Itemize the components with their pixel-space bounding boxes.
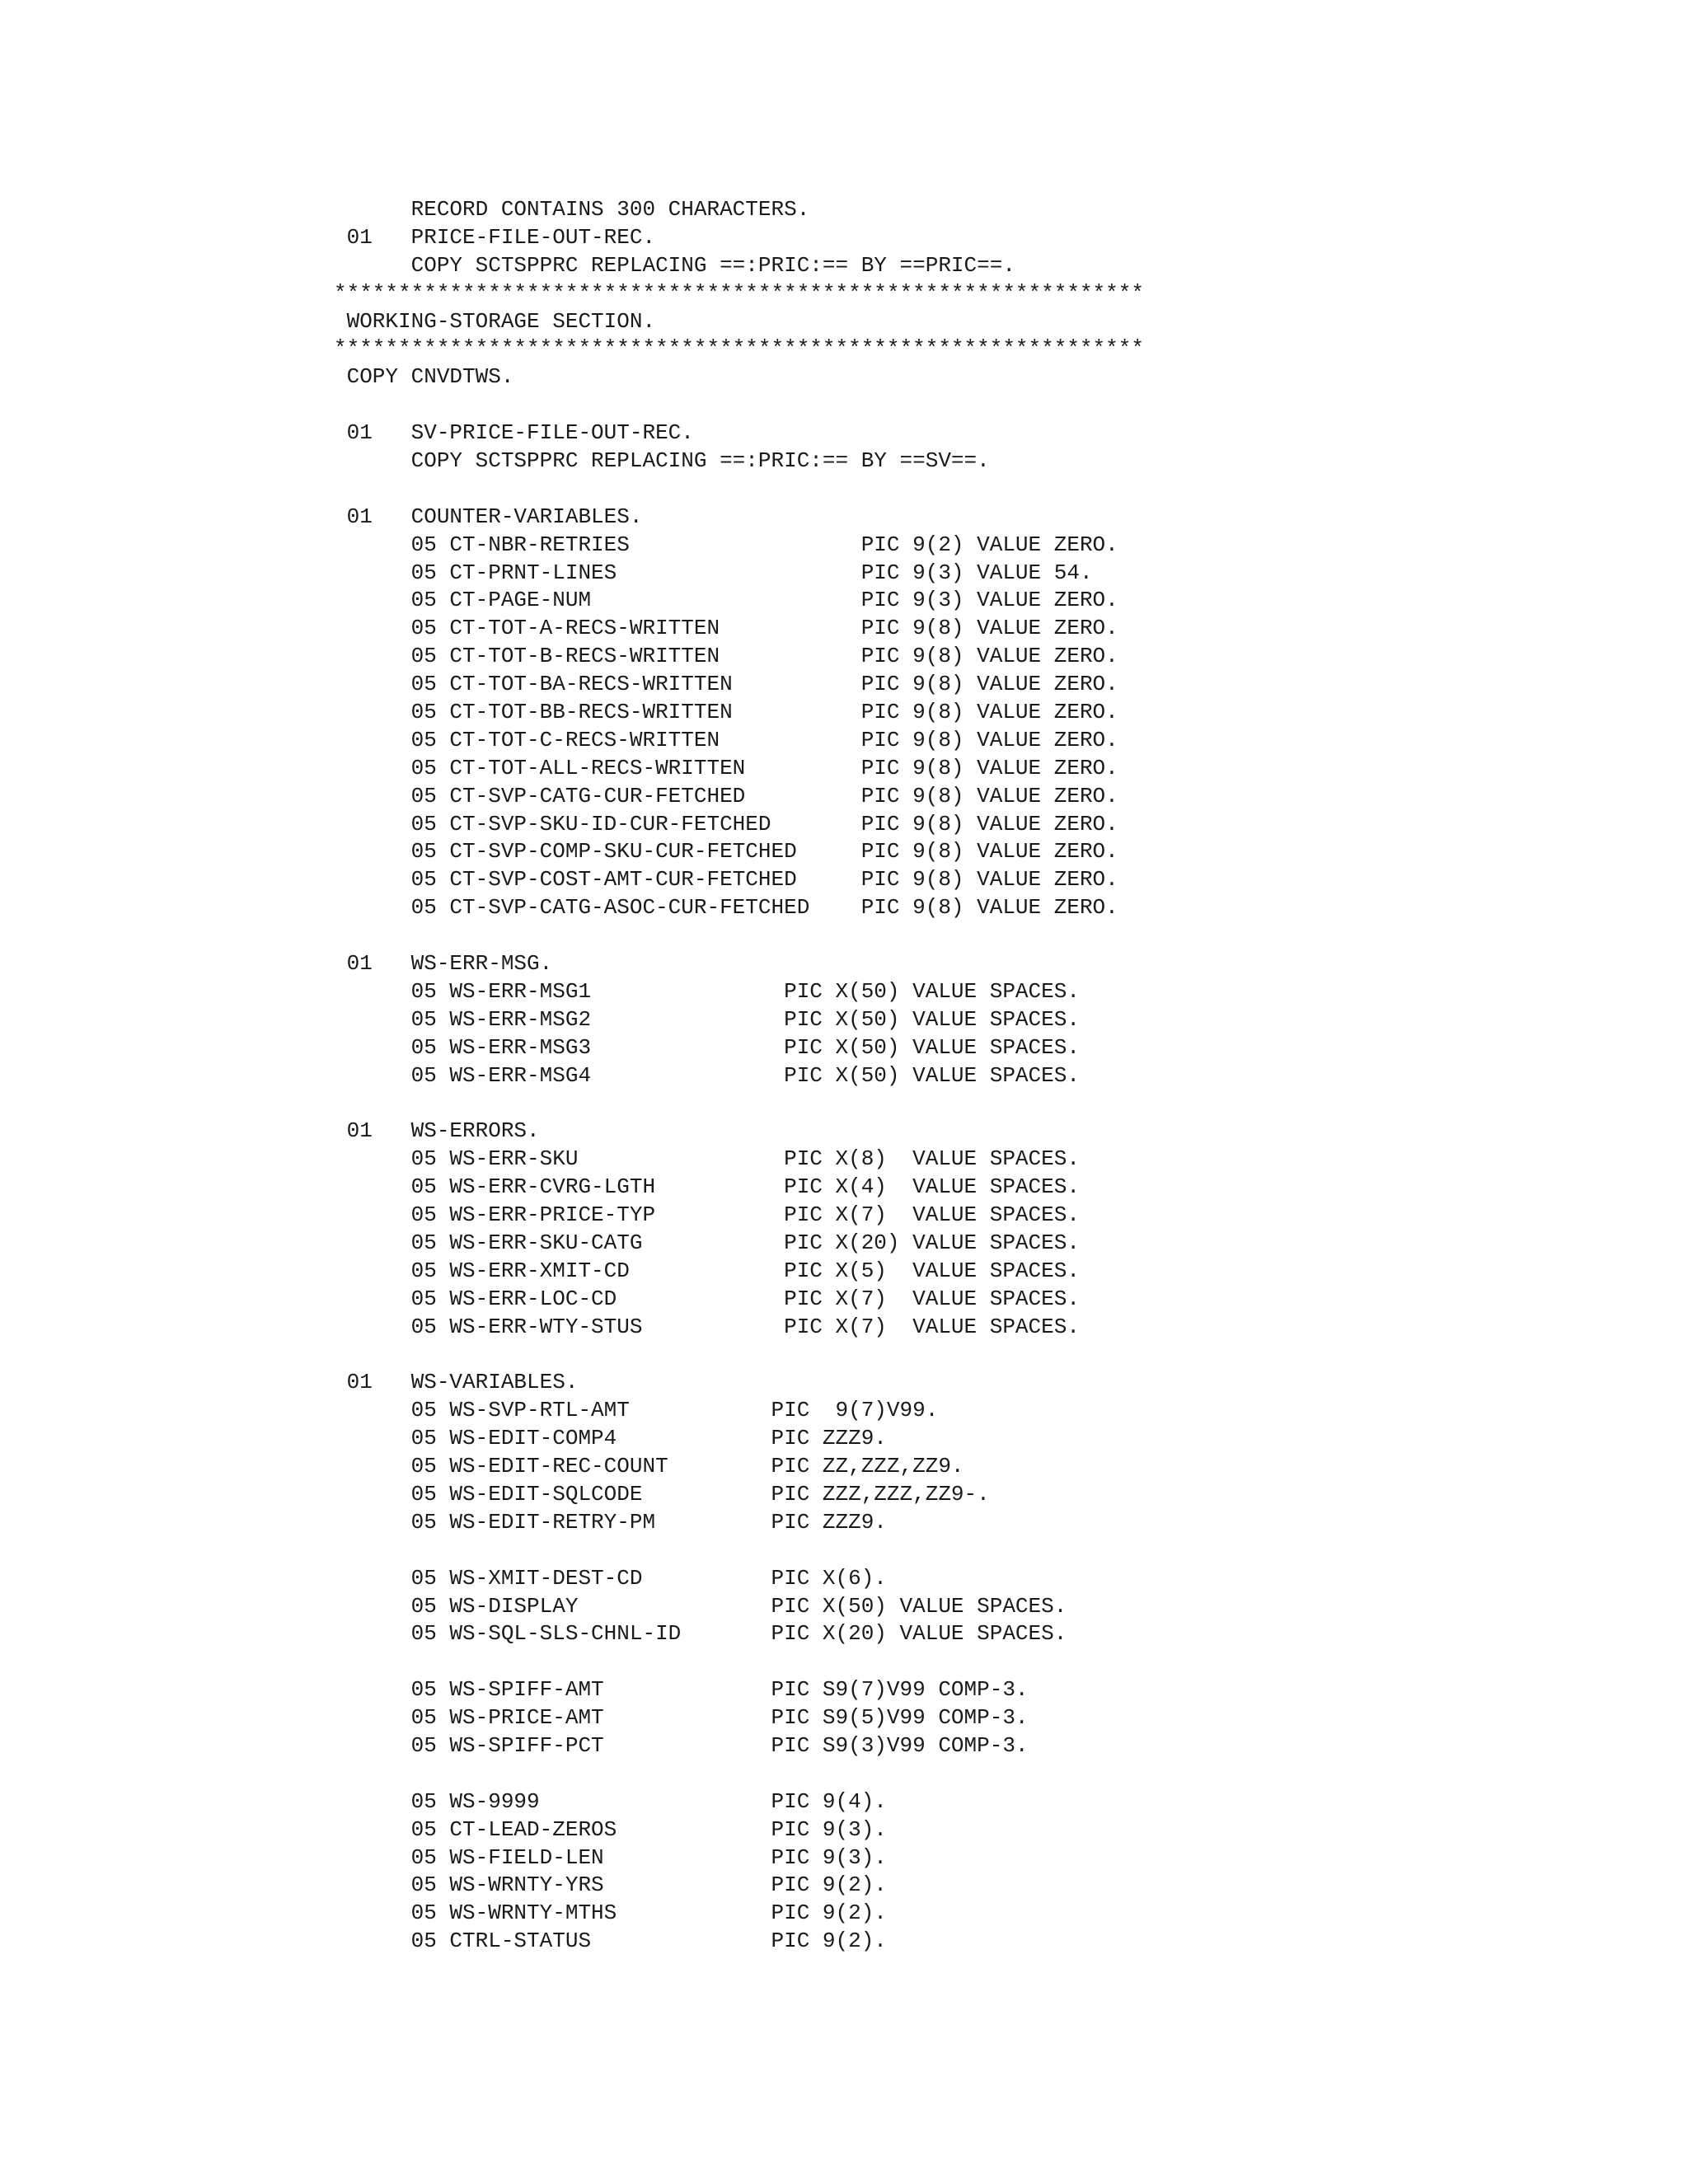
source-line: 05 WS-EDIT-COMP4 PIC ZZZ9. — [334, 1426, 887, 1451]
source-line: 05 CT-SVP-CATG-CUR-FETCHED PIC 9(8) VALUE ZERO. — [334, 783, 1118, 808]
source-line — [334, 922, 1144, 950]
source-line: COPY CNVDTWS. — [334, 364, 514, 390]
source-line: 05 WS-SPIFF-AMT PIC S9(7)V99 COMP-3. — [334, 1677, 1029, 1703]
source-line: RECORD CONTAINS 300 CHARACTERS. — [334, 197, 810, 222]
source-line: 05 WS-EDIT-REC-COUNT PIC ZZ,ZZZ,ZZ9. — [334, 1454, 964, 1479]
source-line: 01 COUNTER-VARIABLES. — [334, 504, 643, 529]
source-line: *************************************************************** — [334, 336, 1144, 362]
source-line: 05 WS-SVP-RTL-AMT PIC 9(7)V99. — [334, 1398, 939, 1423]
source-line: 05 WS-ERR-MSG3 PIC X(50) VALUE SPACES. — [334, 1034, 1080, 1060]
source-line — [334, 1760, 1144, 1788]
source-line: COPY SCTSPPRC REPLACING ==:PRIC:== BY ==SV==. — [334, 448, 990, 474]
source-line: COPY SCTSPPRC REPLACING ==:PRIC:== BY ==PRIC==. — [334, 252, 1015, 278]
source-line — [334, 1342, 1144, 1370]
source-line — [334, 476, 1144, 504]
source-line — [334, 391, 1144, 419]
source-line: 05 WS-EDIT-SQLCODE PIC ZZZ,ZZZ,ZZ9-. — [334, 1481, 990, 1507]
source-line: 05 CT-TOT-BB-RECS-WRITTEN PIC 9(8) VALUE ZERO. — [334, 700, 1118, 725]
source-line: 05 CT-TOT-C-RECS-WRITTEN PIC 9(8) VALUE ZERO. — [334, 727, 1118, 752]
source-line: 05 WS-SPIFF-PCT PIC S9(3)V99 COMP-3. — [334, 1732, 1029, 1758]
source-line: 05 CT-TOT-A-RECS-WRITTEN PIC 9(8) VALUE ZERO. — [334, 616, 1118, 641]
source-line: 05 WS-WRNTY-YRS PIC 9(2). — [334, 1872, 887, 1898]
source-line: *************************************************************** — [334, 280, 1144, 306]
source-line: 01 WS-VARIABLES. — [334, 1370, 579, 1395]
source-line: 05 CT-SVP-SKU-ID-CUR-FETCHED PIC 9(8) VALUE ZERO. — [334, 811, 1118, 837]
source-line: 05 CT-TOT-B-RECS-WRITTEN PIC 9(8) VALUE ZERO. — [334, 644, 1118, 669]
source-line: 01 WS-ERRORS. — [334, 1118, 540, 1144]
source-line: 05 WS-WRNTY-MTHS PIC 9(2). — [334, 1900, 887, 1926]
source-line: 05 WS-SQL-SLS-CHNL-ID PIC X(20) VALUE SPACES. — [334, 1621, 1067, 1647]
source-line — [334, 1537, 1144, 1565]
source-line: 05 WS-ERR-MSG4 PIC X(50) VALUE SPACES. — [334, 1062, 1080, 1088]
source-line: 05 WS-ERR-SKU PIC X(8) VALUE SPACES. — [334, 1146, 1080, 1172]
source-line: 05 WS-9999 PIC 9(4). — [334, 1788, 887, 1814]
source-line: 05 CT-NBR-RETRIES PIC 9(2) VALUE ZERO. — [334, 532, 1118, 557]
source-line: 01 SV-PRICE-FILE-OUT-REC. — [334, 420, 694, 446]
source-line: 01 PRICE-FILE-OUT-REC. — [334, 224, 656, 250]
source-line: 05 WS-XMIT-DEST-CD PIC X(6). — [334, 1565, 887, 1591]
cobol-source-listing — [334, 196, 1144, 1956]
source-line: 05 WS-DISPLAY PIC X(50) VALUE SPACES. — [334, 1593, 1067, 1619]
source-line: 05 WS-ERR-WTY-STUS PIC X(7) VALUE SPACES. — [334, 1314, 1080, 1339]
source-line: 05 CTRL-STATUS PIC 9(2). — [334, 1929, 887, 1954]
source-line: 05 WS-EDIT-RETRY-PM PIC ZZZ9. — [334, 1509, 887, 1535]
source-line: 05 WS-ERR-MSG1 PIC X(50) VALUE SPACES. — [334, 978, 1080, 1004]
source-line: 01 WS-ERR-MSG. — [334, 951, 553, 977]
source-line: 05 CT-PAGE-NUM PIC 9(3) VALUE ZERO. — [334, 588, 1118, 613]
source-line: 05 CT-SVP-COST-AMT-CUR-FETCHED PIC 9(8) VALUE ZERO. — [334, 867, 1118, 893]
source-line: WORKING-STORAGE SECTION. — [334, 308, 656, 334]
source-line: 05 WS-ERR-SKU-CATG PIC X(20) VALUE SPACES. — [334, 1230, 1080, 1255]
source-line: 05 CT-SVP-COMP-SKU-CUR-FETCHED PIC 9(8) VALUE ZERO. — [334, 839, 1118, 865]
source-line: 05 WS-ERR-LOC-CD PIC X(7) VALUE SPACES. — [334, 1286, 1080, 1311]
source-line: 05 WS-ERR-CVRG-LGTH PIC X(4) VALUE SPACES. — [334, 1174, 1080, 1200]
source-line: 05 WS-ERR-MSG2 PIC X(50) VALUE SPACES. — [334, 1006, 1080, 1032]
source-line: 05 CT-PRNT-LINES PIC 9(3) VALUE 54. — [334, 560, 1093, 585]
source-line: 05 WS-FIELD-LEN PIC 9(3). — [334, 1844, 887, 1870]
source-line: 05 CT-SVP-CATG-ASOC-CUR-FETCHED PIC 9(8) VALUE ZERO. — [334, 895, 1118, 921]
source-line — [334, 1648, 1144, 1676]
source-line: 05 WS-ERR-PRICE-TYP PIC X(7) VALUE SPACES. — [334, 1202, 1080, 1228]
source-line: 05 WS-PRICE-AMT PIC S9(5)V99 COMP-3. — [334, 1705, 1029, 1731]
source-line — [334, 1090, 1144, 1118]
source-line: 05 WS-ERR-XMIT-CD PIC X(5) VALUE SPACES. — [334, 1258, 1080, 1283]
source-line: 05 CT-LEAD-ZEROS PIC 9(3). — [334, 1816, 887, 1842]
source-line: 05 CT-TOT-ALL-RECS-WRITTEN PIC 9(8) VALUE ZERO. — [334, 755, 1118, 780]
source-line: 05 CT-TOT-BA-RECS-WRITTEN PIC 9(8) VALUE ZERO. — [334, 672, 1118, 697]
